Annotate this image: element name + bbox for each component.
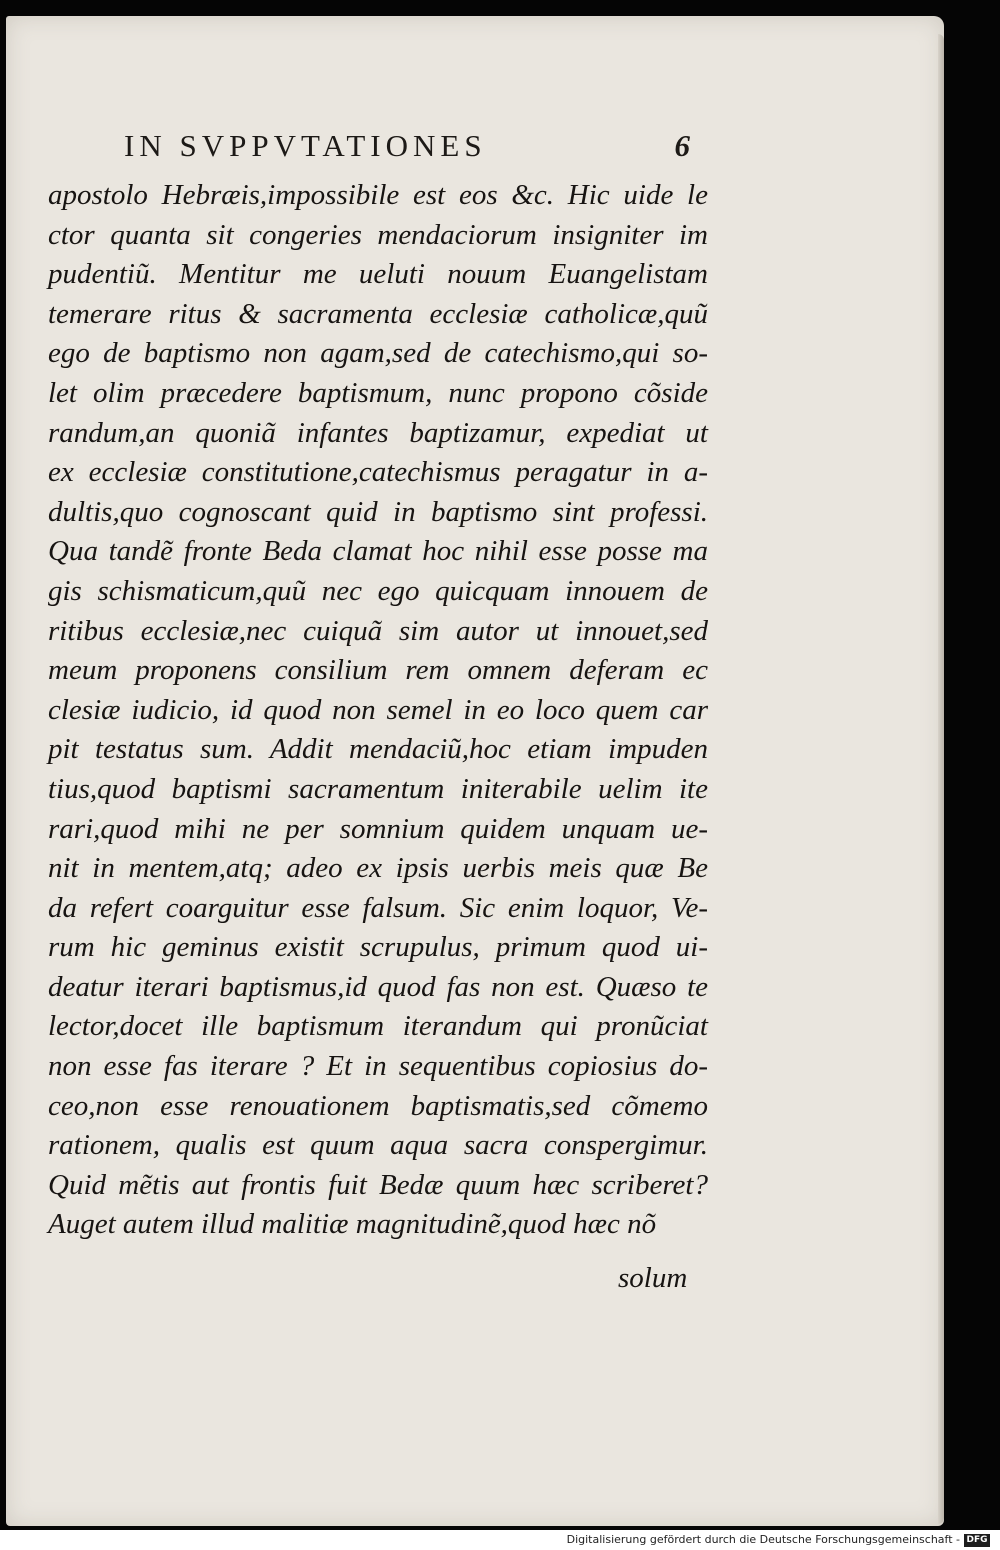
book-page [6, 16, 944, 1526]
digitization-credit: Digitalisierung gefördert durch die Deutsche Forschungsgemeinschaft - [566, 1533, 960, 1546]
body-text [48, 176, 708, 1245]
text-line: gis schismaticum,quũ nec ego quicquam innouem de [48, 574, 708, 607]
catchword: solum [618, 1262, 688, 1294]
text-line: ritibus ecclesiæ,nec cuiquã sim autor ut innouet,sed [48, 614, 708, 647]
dfg-logo-icon: DFG [964, 1534, 990, 1547]
text-line: ceo,non esse renouationem baptismatis,sed cõmemo [48, 1089, 708, 1122]
text-line: tius,quod baptismi sacramentum initerabile uelim ite [48, 772, 708, 805]
text-line: let olim præcedere baptismum, nunc propono cõside [48, 376, 708, 409]
text-line: Auget autem illud malitiæ magnitudinẽ,quod hæc nõ [48, 1208, 657, 1241]
text-line: Qua tandẽ fronte Beda clamat hoc nihil esse posse ma [48, 535, 708, 568]
text-line: lector,docet ille baptismum iterandum qui pronũciat [48, 1010, 708, 1043]
text-line: nit in mentem,atq; adeo ex ipsis uerbis meis quæ Be [48, 852, 708, 885]
text-line: rari,quod mihi ne per somnium quidem unquam ue- [48, 812, 708, 845]
text-line: randum,an quoniã infantes baptizamur, expediat ut [48, 416, 708, 449]
text-line: pit testatus sum. Addit mendaciũ,hoc etiam impuden [48, 733, 708, 766]
text-line: pudentiũ. Mentitur me ueluti nouum Euangelistam [48, 258, 708, 291]
text-line: ego de baptismo non agam,sed de catechismo,qui so- [48, 337, 708, 370]
text-line: rum hic geminus existit scrupulus, primum quod ui- [48, 931, 708, 964]
text-line: Quid mẽtis aut frontis fuit Bedæ quum hæc scriberet? [48, 1168, 708, 1201]
text-line: deatur iterari baptismus,id quod fas non est. Quæso te [48, 970, 708, 1003]
text-line: clesiæ iudicio, id quod non semel in eo loco quem car [48, 693, 708, 726]
text-line: ctor quanta sit congeries mendaciorum insigniter im [48, 218, 708, 251]
running-head [124, 128, 690, 172]
text-line: da refert coarguitur esse falsum. Sic enim loquor, Ve- [48, 891, 708, 924]
text-line: apostolo Hebræis,impossibile est eos &c. Hic uide le [48, 179, 708, 211]
text-line: meum proponens consilium rem omnem deferam ec [48, 654, 708, 687]
page-edge [938, 34, 944, 1524]
running-title: IN SVPPVTATIONES [124, 128, 487, 163]
text-line: temerare ritus & sacramenta ecclesiæ catholicæ,quũ [48, 297, 708, 330]
page-number: 6 [674, 128, 690, 163]
text-line: non esse fas iterare ? Et in sequentibus copiosius do- [48, 1050, 708, 1083]
text-line: rationem, qualis est quum aqua sacra conspergimur. [48, 1129, 708, 1162]
text-line: ex ecclesiæ constitutione,catechismus peragatur in a- [48, 456, 708, 489]
text-line: dultis,quo cognoscant quid in baptismo sint professi. [48, 495, 708, 528]
